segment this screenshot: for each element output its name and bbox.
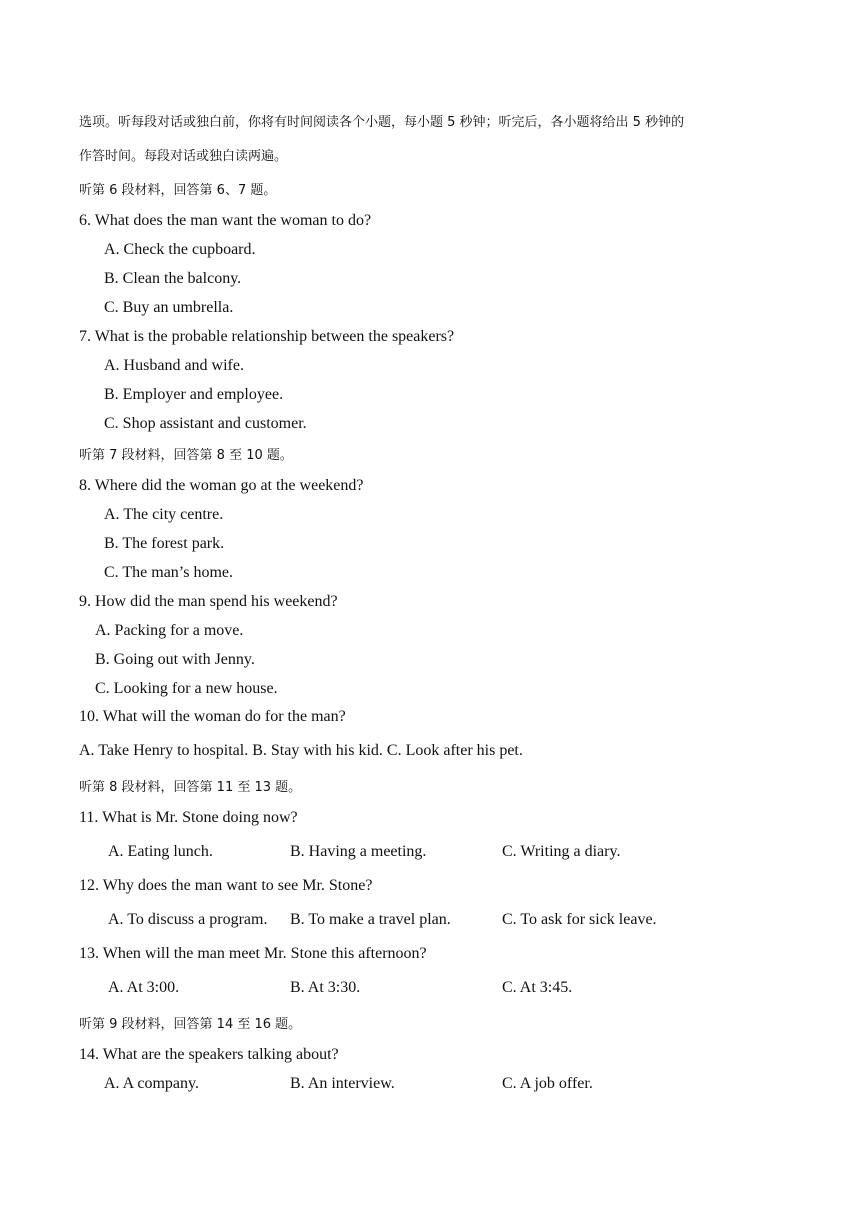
q14-option-b: B. An interview. bbox=[290, 1075, 395, 1092]
q12-option-a: A. To discuss a program. bbox=[108, 911, 268, 928]
section-heading-8: 听第 8 段材料，回答第 11 至 13 题。 bbox=[79, 780, 302, 795]
question-11: 11. What is Mr. Stone doing now? bbox=[79, 809, 298, 826]
q9-option-b: B. Going out with Jenny. bbox=[95, 651, 255, 668]
q8-option-c: C. The man’s home. bbox=[104, 564, 234, 581]
question-12: 12. Why does the man want to see Mr. Stone? bbox=[79, 877, 373, 894]
q7-option-a: A. Husband and wife. bbox=[104, 357, 244, 374]
q12-option-c: C. To ask for sick leave. bbox=[502, 911, 657, 928]
q9-option-a: A. Packing for a move. bbox=[95, 622, 244, 639]
section-heading-6: 听第 6 段材料，回答第 6、7 题。 bbox=[79, 183, 277, 198]
section-heading-9: 听第 9 段材料，回答第 14 至 16 题。 bbox=[79, 1017, 302, 1032]
q14-option-c: C. A job offer. bbox=[502, 1075, 593, 1092]
q9-option-c: C. Looking for a new house. bbox=[95, 680, 278, 697]
question-14: 14. What are the speakers talking about? bbox=[79, 1046, 339, 1063]
question-10: 10. What will the woman do for the man? bbox=[79, 708, 346, 725]
q6-option-a: A. Check the cupboard. bbox=[104, 241, 256, 258]
question-6: 6. What does the man want the woman to do? bbox=[79, 212, 372, 229]
q12-option-b: B. To make a travel plan. bbox=[290, 911, 451, 928]
q14-option-a: A. A company. bbox=[104, 1075, 199, 1092]
question-8: 8. Where did the woman go at the weekend? bbox=[79, 477, 364, 494]
q7-option-b: B. Employer and employee. bbox=[104, 386, 284, 403]
q13-option-a: A. At 3:00. bbox=[108, 979, 180, 996]
q8-option-a: A. The city centre. bbox=[104, 506, 224, 523]
intro-line-2: 作答时间。每段对话或独白读两遍。 bbox=[79, 149, 288, 164]
q10-options: A. Take Henry to hospital. B. Stay with his kid. C. Look after his pet. bbox=[79, 742, 523, 759]
q11-option-b: B. Having a meeting. bbox=[290, 843, 427, 860]
q8-option-b: B. The forest park. bbox=[104, 535, 225, 552]
q6-option-c: C. Buy an umbrella. bbox=[104, 299, 234, 316]
section-heading-7: 听第 7 段材料，回答第 8 至 10 题。 bbox=[79, 448, 293, 463]
q6-option-b: B. Clean the balcony. bbox=[104, 270, 242, 287]
question-13: 13. When will the man meet Mr. Stone this afternoon? bbox=[79, 945, 427, 962]
question-7: 7. What is the probable relationship between the speakers? bbox=[79, 328, 455, 345]
question-9: 9. How did the man spend his weekend? bbox=[79, 593, 338, 610]
q13-option-b: B. At 3:30. bbox=[290, 979, 361, 996]
intro-line-1: 选项。听每段对话或独白前，你将有时间阅读各个小题，每小题 5 秒钟；听完后，各小题将给出 5 秒钟的 bbox=[79, 115, 685, 130]
q11-option-a: A. Eating lunch. bbox=[108, 843, 213, 860]
q13-option-c: C. At 3:45. bbox=[502, 979, 573, 996]
q11-option-c: C. Writing a diary. bbox=[502, 843, 621, 860]
q7-option-c: C. Shop assistant and customer. bbox=[104, 415, 307, 432]
